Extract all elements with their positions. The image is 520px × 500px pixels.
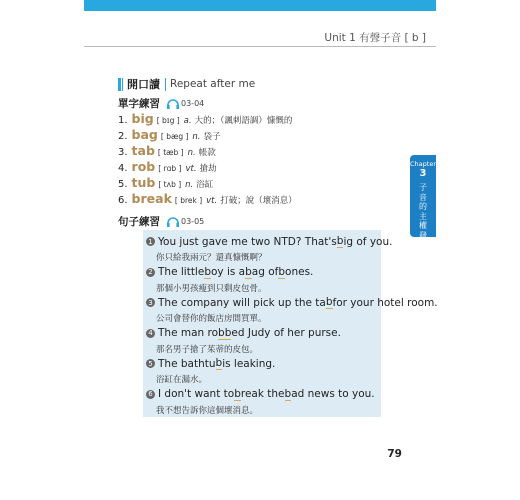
sentence-translation: 我不想告訴你這個壞消息。 [156, 405, 259, 416]
chapter-side-tab [410, 155, 436, 249]
highlighted-letter: b [204, 265, 211, 278]
top-color-bar [84, 0, 436, 11]
sentence-item [146, 356, 275, 386]
word-list [118, 111, 297, 207]
word-number: 5. [118, 179, 128, 190]
word-text: break [131, 191, 172, 206]
word-ipa: [ tʌb ] [158, 180, 182, 189]
word-number: 6. [118, 195, 128, 206]
sentence-number-badge: 6 [146, 390, 155, 399]
highlighted-letter: b [234, 387, 241, 400]
sentence-english [146, 326, 341, 341]
word-item [118, 191, 297, 207]
sentence-translation: 浴缸在漏水。 [156, 375, 208, 385]
word-practice-title: 單字練習 [118, 98, 160, 110]
sentence-box [143, 230, 438, 417]
sentence-text: ig of you. [343, 235, 393, 248]
sentence-text: for your hotel room. [332, 296, 438, 309]
chapter-title: 子音的主權發音 [419, 183, 427, 249]
word-text: tub [131, 175, 156, 190]
word-number: 1. [118, 115, 128, 126]
sentence-translation: 那個小男孩瘦到只剩皮包骨。 [156, 283, 267, 294]
section-header [118, 77, 255, 91]
word-item [118, 159, 297, 175]
sentence-text: I don't want to [158, 388, 235, 400]
word-pos: n. [187, 148, 196, 158]
sentence-english [146, 387, 375, 402]
word-item [118, 175, 297, 191]
word-meaning: 搶劫 [199, 164, 217, 174]
word-item [118, 127, 297, 143]
sentence-text: The company will pick up the ta [158, 296, 326, 309]
word-practice-header [118, 96, 204, 111]
header-divider [84, 46, 436, 47]
sentence-item [146, 234, 392, 264]
sentence-english [146, 234, 392, 249]
sentence-text: The little [158, 266, 205, 278]
sentence-item [146, 326, 341, 356]
section-title: 開口讀 [127, 78, 160, 91]
sentence-practice-title: 句子練習 [118, 216, 160, 228]
section-bar-thin [122, 78, 123, 91]
word-track-number: 03-04 [181, 99, 205, 108]
word-item [118, 143, 297, 159]
sentence-text: reak the [240, 388, 285, 400]
sentence-english [146, 295, 438, 310]
sentence-text: ag of [251, 266, 279, 278]
word-ipa: [ bɪg ] [156, 116, 180, 125]
highlighted-letter: b [245, 265, 252, 278]
word-number: 3. [118, 147, 128, 158]
word-text: tab [131, 143, 155, 158]
sentence-item [146, 265, 313, 295]
sentence-item [146, 295, 438, 325]
word-meaning: 大的；（諷刺語調）慷慨的 [194, 116, 293, 126]
section-bar-divider [165, 78, 166, 91]
sentence-number-badge: 5 [146, 359, 155, 368]
word-pos: n. [192, 132, 201, 142]
word-ipa: [ tæb ] [157, 148, 184, 157]
word-ipa: [ rɑb ] [158, 164, 182, 173]
sentence-number-badge: 3 [146, 298, 155, 307]
highlighted-letter: b [325, 296, 333, 308]
sentence-text: ones. [285, 266, 314, 278]
word-text: bag [131, 127, 158, 142]
section-bar-thick [118, 78, 121, 91]
word-meaning: 帳款 [198, 148, 216, 158]
chapter-label: Chapter [410, 160, 436, 168]
headphone-icon [166, 99, 180, 109]
word-pos: a. [183, 116, 192, 126]
sentence-text: The bathtu [158, 357, 216, 370]
sentence-translation: 你只給我兩元？還真慷慨啊？ [156, 253, 267, 263]
sentence-text: You just gave me two NTD? That's [158, 235, 337, 248]
page-number: 79 [387, 448, 402, 460]
word-text: big [131, 111, 154, 126]
sentence-number-badge: 2 [146, 268, 155, 277]
unit-header: Unit 1 有聲子音 [ b ] [324, 32, 426, 44]
sentence-translation: 那名男子搶了茱蒂的皮包。 [156, 344, 259, 355]
word-item [118, 111, 297, 127]
word-number: 4. [118, 163, 128, 174]
sentence-number-badge: 1 [146, 237, 155, 246]
word-meaning: 袋子 [203, 132, 221, 142]
sentence-english [146, 356, 275, 371]
word-pos: vt. [185, 164, 197, 174]
highlighted-letter: b [284, 387, 292, 400]
section-subtitle: Repeat after me [170, 78, 256, 90]
word-ipa: [ bæg ] [160, 132, 189, 141]
chapter-number: 3 [419, 168, 427, 179]
sentence-english [146, 265, 313, 280]
highlighted-letter: b [336, 235, 344, 247]
word-meaning: 打破；說（壞消息） [220, 196, 297, 206]
headphone-icon [166, 217, 180, 227]
sentence-track-number: 03-05 [181, 217, 205, 226]
word-pos: vt. [206, 196, 218, 206]
highlighted-letter: bb [218, 326, 232, 339]
sentence-text: The man ro [158, 327, 219, 339]
word-text: rob [131, 159, 156, 174]
sentence-number-badge: 4 [146, 329, 155, 338]
sentence-text: ad news to you. [291, 388, 375, 400]
sentence-translation: 公司會替你的飯店房間買單。 [156, 314, 267, 324]
word-ipa: [ brek ] [174, 196, 203, 205]
sentence-text: oy is a [210, 266, 246, 278]
word-number: 2. [118, 131, 128, 142]
sentence-text: ed Judy of her purse. [231, 327, 341, 339]
sentence-item [146, 387, 375, 417]
sentence-practice-header [118, 214, 204, 229]
word-meaning: 浴缸 [196, 180, 214, 190]
sentence-text: is leaking. [222, 357, 276, 370]
word-pos: n. [185, 180, 194, 190]
highlighted-letter: b [278, 265, 286, 278]
highlighted-letter: b [215, 357, 223, 369]
